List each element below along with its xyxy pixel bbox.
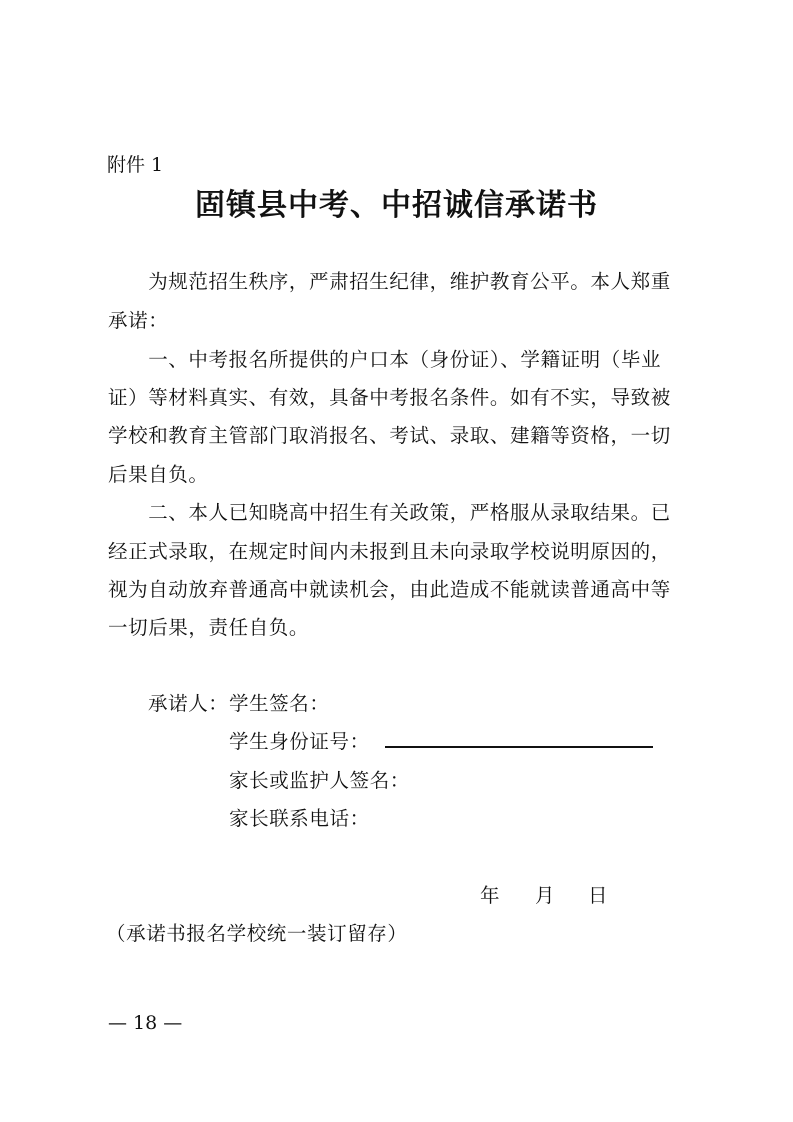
body-line: 二、本人已知晓高中招生有关政策，严格服从录取结果。已 (108, 501, 671, 524)
body-line: 视为自动放弃普通高中就读机会，由此造成不能就读普通高中等 (108, 578, 671, 601)
body-line: 学校和教育主管部门取消报名、考试、录取、建籍等资格，一切 (108, 424, 671, 447)
body-line: 一、中考报名所提供的户口本（身份证）、学籍证明（毕业 (108, 348, 662, 371)
body-line: 一切后果，责任自负。 (108, 616, 310, 639)
student-id-underline (385, 746, 653, 748)
date-month: 月 (535, 884, 555, 907)
date-day: 日 (588, 884, 608, 907)
attachment-label: 附件 1 (107, 154, 164, 176)
body-line: 为规范招生秩序，严肃招生纪律，维护教育公平。本人郑重 (108, 270, 671, 293)
promisor-label: 承诺人： (148, 692, 229, 715)
body-line: 经正式录取，在规定时间内未报到且未向录取学校说明原因的， (108, 540, 671, 563)
filing-note: （承诺书报名学校统一装订留存） (106, 922, 408, 945)
guardian-signature-label: 家长或监护人签名： (229, 769, 410, 792)
body-line: 承诺： (108, 309, 169, 332)
body-line: 证）等材料真实、有效，具备中考报名条件。如有不实，导致被 (108, 386, 671, 409)
student-signature-label: 学生签名： (229, 692, 330, 715)
body-line: 后果自负。 (108, 463, 209, 486)
parent-phone-label: 家长联系电话： (229, 807, 370, 830)
page-number: — 18 — (108, 1012, 183, 1034)
date-year: 年 (480, 884, 500, 907)
student-id-label: 学生身份证号： (229, 730, 370, 753)
document-title: 固镇县中考、中招诚信承诺书 (195, 188, 598, 223)
